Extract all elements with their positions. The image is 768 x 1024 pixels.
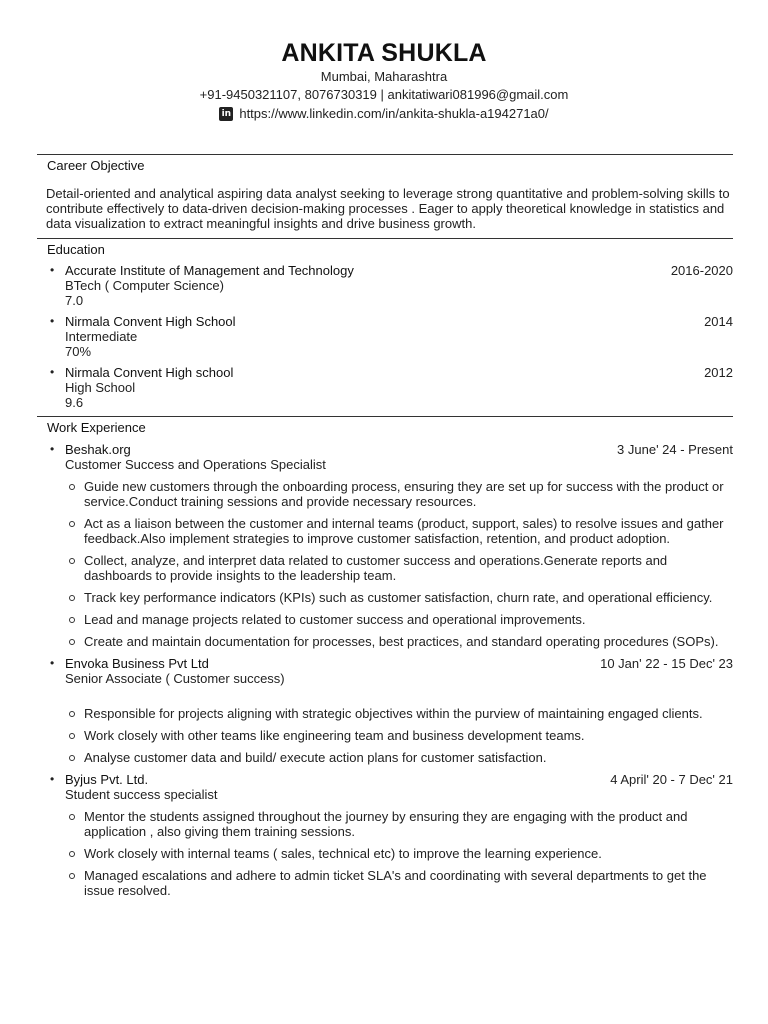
responsibility-item: Analyse customer data and build/ execute action plans for customer satisfaction. bbox=[65, 750, 733, 765]
job-role: Senior Associate ( Customer success) bbox=[65, 671, 285, 686]
section-title: Education bbox=[47, 242, 105, 257]
school-name: • Nirmala Convent High School bbox=[65, 314, 236, 329]
responsibility-list bbox=[65, 479, 733, 649]
company-name: • Beshak.org bbox=[65, 442, 131, 457]
section-title: Career Objective bbox=[47, 158, 145, 173]
linkedin-icon: in bbox=[219, 107, 233, 121]
degree: High School bbox=[65, 380, 136, 395]
contact-info: +91-9450321107, 8076730319 | ankitatiwari081996@gmail.com bbox=[199, 87, 569, 102]
responsibility-item: Work closely with other teams like engineering team and business development teams. bbox=[65, 728, 733, 743]
work-list bbox=[37, 442, 733, 898]
job-role: Customer Success and Operations Specialist bbox=[65, 457, 326, 472]
education-date: 2014 bbox=[704, 314, 733, 329]
linkedin-row bbox=[0, 106, 768, 121]
responsibility-item: Track key performance indicators (KPIs) such as customer satisfaction, churn rate, and operational efficiency. bbox=[65, 590, 733, 605]
education-item bbox=[37, 263, 733, 308]
company-name: • Envoka Business Pvt Ltd bbox=[65, 656, 209, 671]
work-item bbox=[37, 656, 733, 765]
section-title: Work Experience bbox=[47, 420, 146, 435]
location: Mumbai, Maharashtra bbox=[320, 69, 448, 84]
education-section bbox=[37, 238, 733, 410]
work-item bbox=[37, 442, 733, 649]
responsibility-list bbox=[65, 809, 733, 898]
responsibility-item: Mentor the students assigned throughout the journey by ensuring they are engaging with the product and application , also giving them training sessions. bbox=[65, 809, 733, 839]
education-date: 2012 bbox=[704, 365, 733, 380]
responsibility-item: Responsible for projects aligning with strategic objectives within the purview of maintaining engaged clients. bbox=[65, 706, 733, 721]
responsibility-item: Create and maintain documentation for processes, best practices, and standard operating procedures (SOPs). bbox=[65, 634, 733, 649]
education-item bbox=[37, 365, 733, 410]
responsibility-item: Lead and manage projects related to customer success and operational improvements. bbox=[65, 612, 733, 627]
responsibility-item: Collect, analyze, and interpret data related to customer success and operations.Generate reports and dashboards to provide insights to the leadership team. bbox=[65, 553, 733, 583]
linkedin-link[interactable]: https://www.linkedin.com/in/ankita-shukla-a194271a0/ bbox=[239, 106, 549, 121]
degree: BTech ( Computer Science) bbox=[65, 278, 224, 293]
responsibility-list bbox=[65, 706, 733, 765]
work-date: 3 June' 24 - Present bbox=[617, 442, 733, 457]
section-divider bbox=[37, 154, 733, 155]
education-date: 2016-2020 bbox=[670, 263, 733, 278]
work-date: 4 April' 20 - 7 Dec' 21 bbox=[610, 772, 733, 787]
work-item bbox=[37, 772, 733, 898]
objective-section bbox=[37, 154, 733, 231]
candidate-name: ANKITA SHUKLA bbox=[281, 39, 487, 67]
score: 7.0 bbox=[65, 293, 84, 308]
score: 70% bbox=[65, 344, 92, 359]
responsibility-item: Act as a liaison between the customer and internal teams (product, support, sales) to resolve issues and gather feedback.Also implement strategies to improve customer satisfaction, retention, and product adoption. bbox=[65, 516, 733, 546]
score: 9.6 bbox=[65, 395, 84, 410]
education-item bbox=[37, 314, 733, 359]
job-role: Student success specialist bbox=[65, 787, 218, 802]
responsibility-item: Managed escalations and adhere to admin ticket SLA's and coordinating with several departments to get the issue resolved. bbox=[65, 868, 733, 898]
responsibility-item: Guide new customers through the onboarding process, ensuring they are set up for success with the product or service.Conduct training sessions and provide necessary resources. bbox=[65, 479, 733, 509]
work-date: 10 Jan' 22 - 15 Dec' 23 bbox=[600, 656, 733, 671]
school-name: • Accurate Institute of Management and Technology bbox=[65, 263, 354, 278]
work-section bbox=[37, 416, 733, 898]
responsibility-item: Work closely with internal teams ( sales, technical etc) to improve the learning experience. bbox=[65, 846, 733, 861]
education-list bbox=[37, 263, 733, 410]
degree: Intermediate bbox=[65, 329, 138, 344]
school-name: • Nirmala Convent High school bbox=[65, 365, 234, 380]
company-name: • Byjus Pvt. Ltd. bbox=[65, 772, 149, 787]
section-divider bbox=[37, 416, 733, 417]
section-divider bbox=[37, 238, 733, 239]
objective-text: Detail-oriented and analytical aspiring data analyst seeking to leverage strong quantitative and problem-solving skills to contribute effectively to data-driven decision-making processes . Eager to apply theoretical knowledge in statistics and data visualization to extract meaningful insights and drive business growth. bbox=[46, 186, 730, 231]
resume-header bbox=[0, 0, 768, 121]
